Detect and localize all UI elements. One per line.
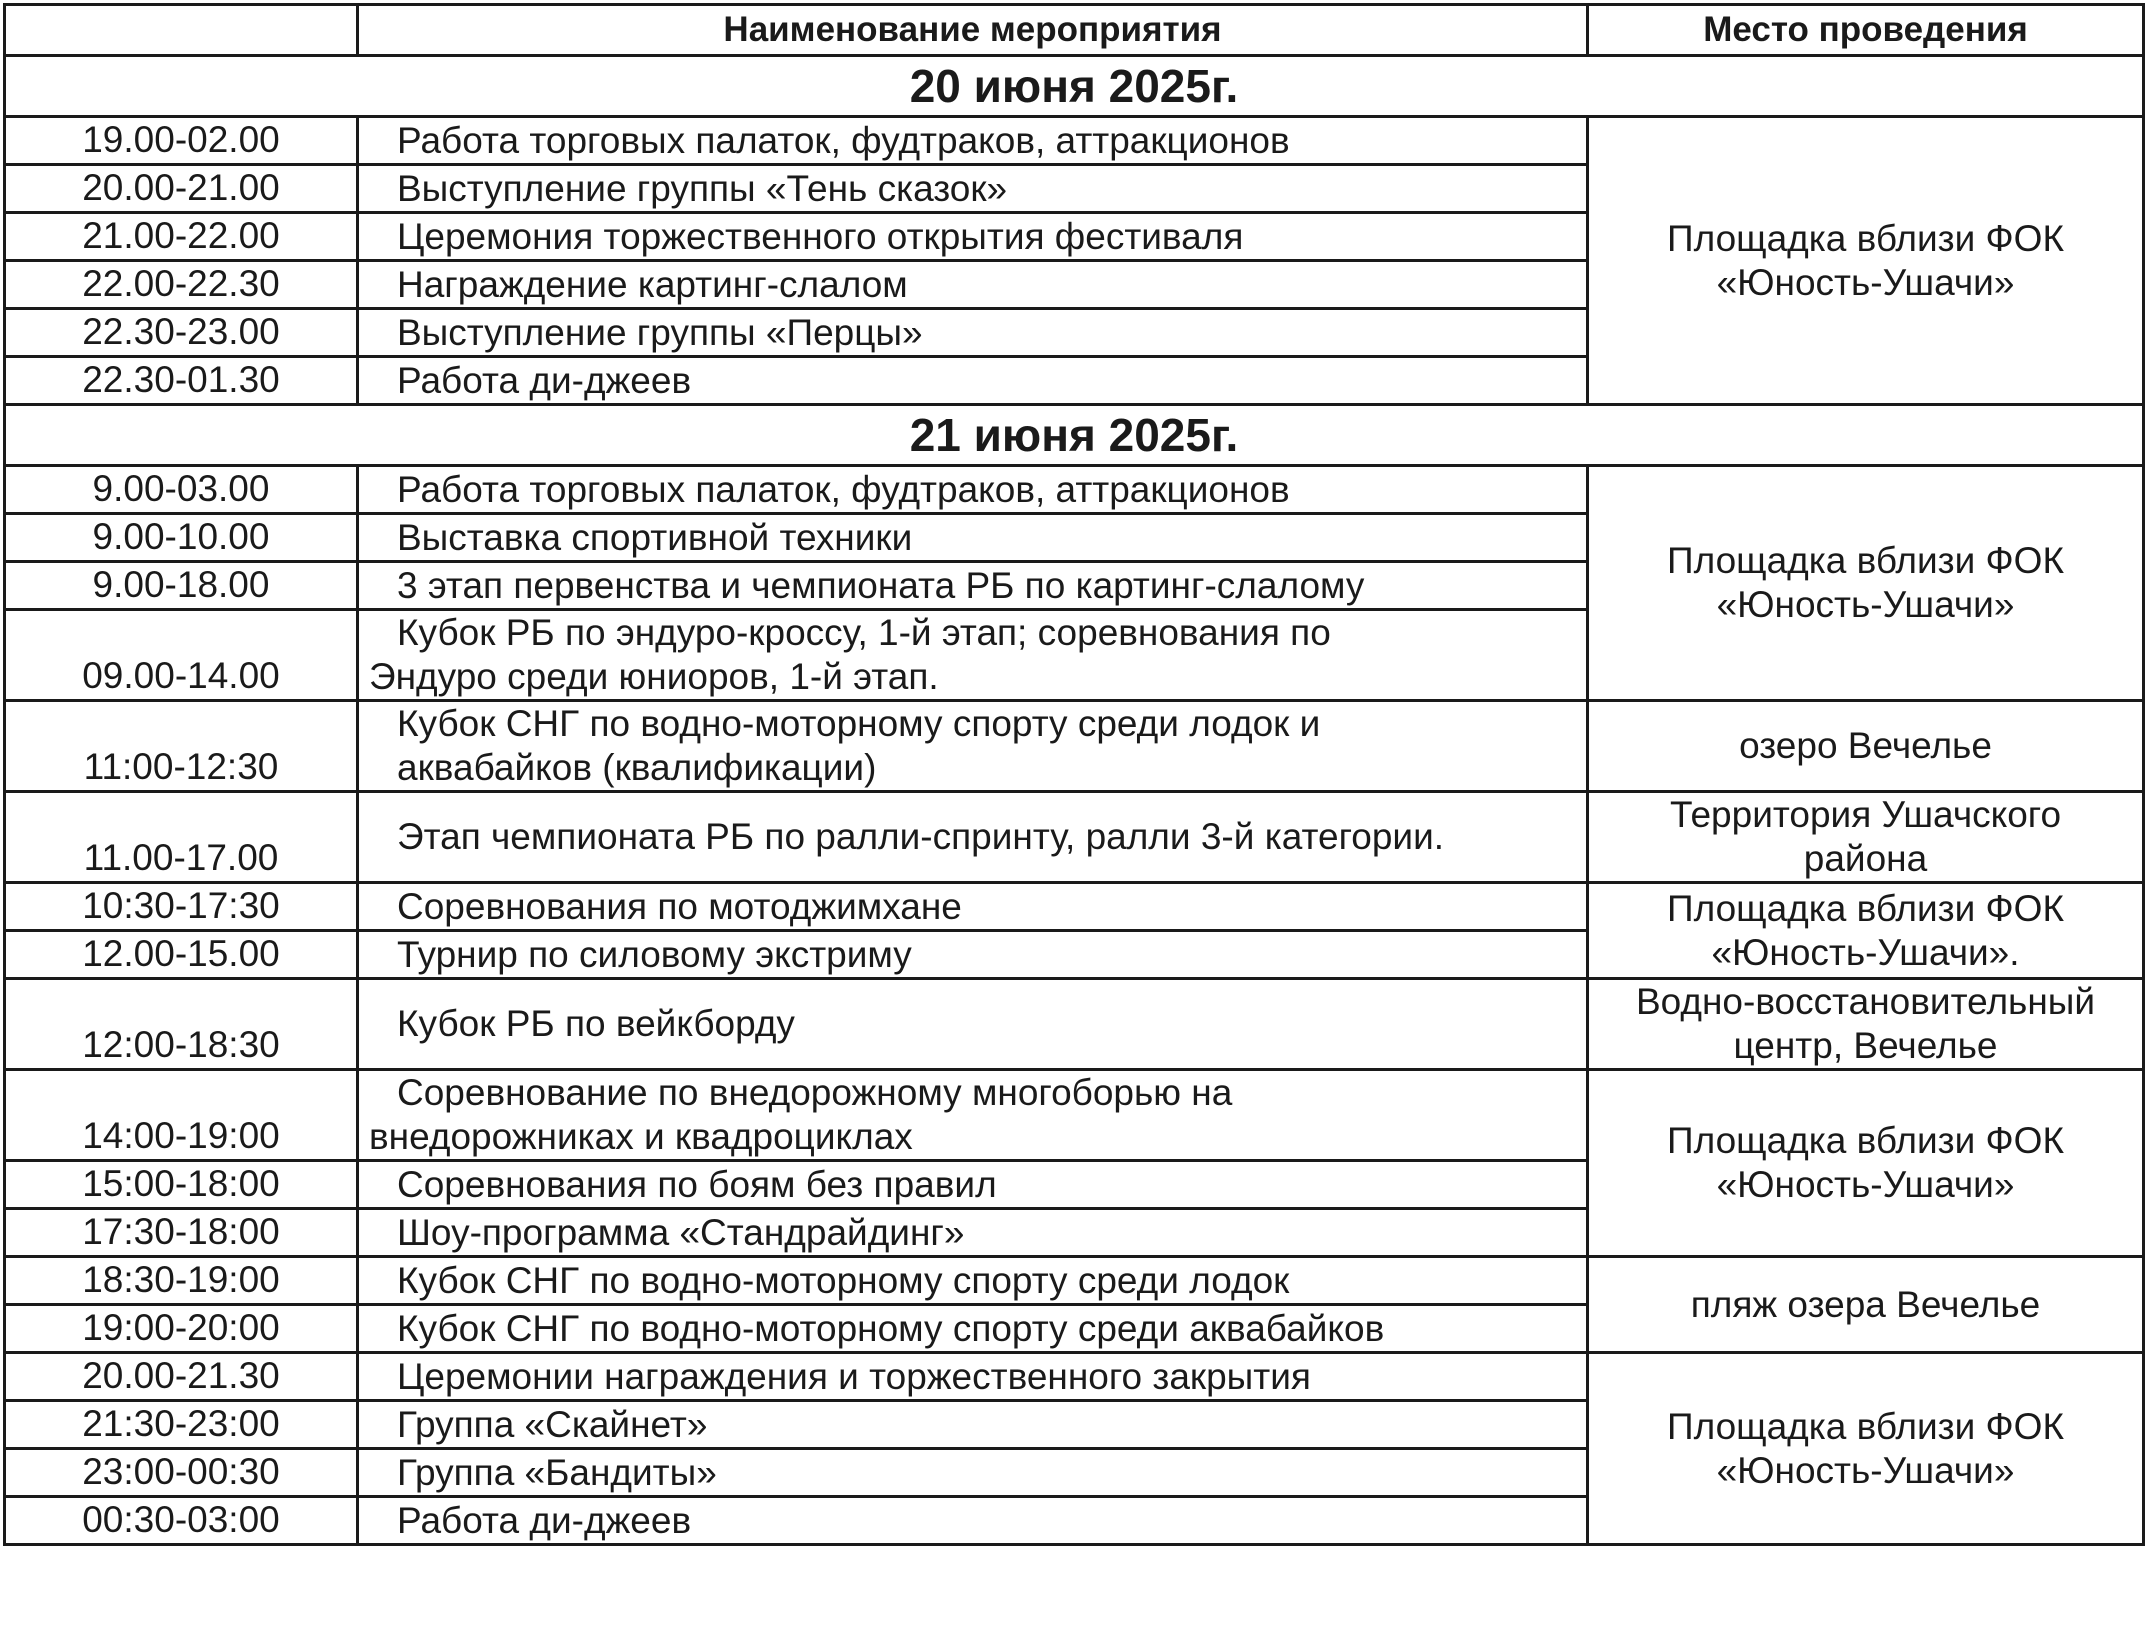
header-time [5, 5, 358, 56]
event-text-line [369, 611, 1580, 655]
event-cell [358, 117, 1588, 165]
table-row [5, 792, 2144, 883]
venue-line: Площадка вблизи ФОК [1666, 1120, 2065, 1161]
event-cell [358, 1305, 1588, 1353]
day-title: 20 июня 2025г. [5, 56, 2144, 117]
event-cell [358, 931, 1588, 979]
time-cell: 22.30-23.00 [5, 309, 358, 357]
event-text: Церемония торжественного открытия фестиваля [397, 216, 1244, 257]
event-text: Кубок СНГ по водно-моторному спорту среди аквабайков [397, 1308, 1385, 1349]
event-text: Выставка спортивной техники [397, 517, 913, 558]
event-text: аквабайков (квалификации) [397, 747, 877, 788]
event-text: Этап чемпионата РБ по ралли-спринту, ралли 3-й категории. [397, 816, 1445, 857]
table-row [5, 117, 2144, 165]
event-text: Турнир по силовому экстриму [397, 934, 912, 975]
event-cell [358, 1257, 1588, 1305]
event-cell [358, 213, 1588, 261]
venue-line: «Юность-Ушачи» [1716, 1449, 2015, 1491]
time-cell: 12:00-18:30 [5, 979, 358, 1070]
event-cell [358, 1209, 1588, 1257]
event-cell [358, 357, 1588, 405]
event-text: Работа торговых палаток, фудтраков, аттракционов [397, 469, 1290, 510]
table-row [5, 1070, 2144, 1161]
table-row [5, 1257, 2144, 1305]
event-cell [358, 1401, 1588, 1449]
venue-cell [1588, 466, 2144, 701]
event-cell [358, 1497, 1588, 1545]
venue-line: озеро Вечелье [1739, 725, 1992, 766]
event-cell [358, 1070, 1588, 1161]
time-cell: 19:00-20:00 [5, 1305, 358, 1353]
time-cell: 19.00-02.00 [5, 117, 358, 165]
table-row [5, 883, 2144, 931]
time-cell: 23:00-00:30 [5, 1449, 358, 1497]
time-cell: 22.00-22.30 [5, 261, 358, 309]
schedule-table [3, 3, 2145, 1546]
event-text: Выступление группы «Перцы» [397, 312, 923, 353]
time-cell: 12.00-15.00 [5, 931, 358, 979]
event-text: Работа торговых палаток, фудтраков, аттракционов [397, 120, 1290, 161]
event-text: Церемонии награждения и торжественного закрытия [397, 1356, 1311, 1397]
time-cell: 11.00-17.00 [5, 792, 358, 883]
event-text: 3 этап первенства и чемпионата РБ по картинг-слалому [397, 565, 1365, 606]
time-cell: 11:00-12:30 [5, 701, 358, 792]
event-cell [358, 1449, 1588, 1497]
time-cell: 20.00-21.30 [5, 1353, 358, 1401]
event-text: Группа «Бандиты» [397, 1452, 717, 1493]
time-cell: 17:30-18:00 [5, 1209, 358, 1257]
venue-line: Водно-восстановительный [1635, 981, 2096, 1022]
venue-line: пляж озера Вечелье [1690, 1283, 2041, 1325]
time-cell: 14:00-19:00 [5, 1070, 358, 1161]
table-row [5, 1353, 2144, 1401]
venue-line: Территория Ушачского [1669, 794, 2062, 835]
time-cell: 9.00-10.00 [5, 514, 358, 562]
event-cell [358, 309, 1588, 357]
event-text-line: Эндуро среди юниоров, 1-й этап. [369, 656, 939, 697]
time-cell: 22.30-01.30 [5, 357, 358, 405]
venue-line: «Юность-Ушачи» [1716, 584, 2015, 625]
table-row [5, 979, 2144, 1070]
time-cell: 15:00-18:00 [5, 1161, 358, 1209]
venue-cell [1588, 1353, 2144, 1545]
event-text: Шоу-программа «Стандрайдинг» [397, 1212, 965, 1253]
venue-line: Площадка вблизи ФОК [1666, 217, 2065, 259]
venue-cell [1588, 1257, 2144, 1353]
day-heading-row [5, 56, 2144, 117]
event-cell [358, 514, 1588, 562]
time-cell: 21.00-22.00 [5, 213, 358, 261]
time-cell: 20.00-21.00 [5, 165, 358, 213]
event-cell [358, 792, 1588, 883]
time-cell: 18:30-19:00 [5, 1257, 358, 1305]
venue-line: Площадка вблизи ФОК [1666, 540, 2065, 581]
table-row [5, 701, 2144, 792]
venue-cell [1588, 701, 2144, 792]
table-header-row [5, 5, 2144, 56]
header-venue: Место проведения [1588, 5, 2144, 56]
time-cell: 09.00-14.00 [5, 610, 358, 701]
event-text-line [369, 1071, 1580, 1115]
venue-line: Площадка вблизи ФОК [1666, 1405, 2065, 1447]
event-text: Кубок РБ по вейкборду [397, 1003, 795, 1044]
venue-cell [1588, 979, 2144, 1070]
venue-line: «Юность-Ушачи». [1711, 931, 2020, 973]
table-row [5, 466, 2144, 514]
event-text: Работа ди-джеев [397, 360, 692, 401]
venue-line: Площадка вблизи ФОК [1666, 887, 2065, 929]
event-cell [358, 165, 1588, 213]
event-text: Соревнования по боям без правил [397, 1164, 997, 1205]
venue-line: центр, Вечелье [1733, 1025, 1998, 1066]
venue-cell [1588, 792, 2144, 883]
event-text: Соревнование по внедорожному многоборью на [397, 1072, 1233, 1113]
event-cell [358, 562, 1588, 610]
event-cell [358, 979, 1588, 1070]
venue-cell [1588, 117, 2144, 405]
event-text: Кубок РБ по эндуро-кроссу, 1-й этап; соревнования по [397, 612, 1331, 653]
time-cell: 9.00-03.00 [5, 466, 358, 514]
event-text: Кубок СНГ по водно-моторному спорту среди лодок [397, 1260, 1290, 1301]
event-text-line: внедорожниках и квадроциклах [369, 1116, 913, 1157]
event-text: Награждение картинг-слалом [397, 264, 908, 305]
venue-line: района [1803, 838, 1928, 879]
venue-line: «Юность-Ушачи» [1716, 1164, 2015, 1205]
event-text-line [369, 702, 1580, 746]
event-cell [358, 883, 1588, 931]
event-cell [358, 701, 1588, 792]
event-cell [358, 1353, 1588, 1401]
header-event: Наименование мероприятия [358, 5, 1588, 56]
time-cell: 10:30-17:30 [5, 883, 358, 931]
event-cell [358, 466, 1588, 514]
event-text: Кубок СНГ по водно-моторному спорту среди лодок и [397, 703, 1321, 744]
event-text: Выступление группы «Тень сказок» [397, 168, 1008, 209]
event-text: Группа «Скайнет» [397, 1404, 708, 1445]
day-heading-row [5, 405, 2144, 466]
venue-cell [1588, 1070, 2144, 1257]
time-cell: 00:30-03:00 [5, 1497, 358, 1545]
event-text-line [369, 746, 1580, 790]
time-cell: 9.00-18.00 [5, 562, 358, 610]
venue-line: «Юность-Ушачи» [1716, 261, 2015, 303]
event-text: Работа ди-джеев [397, 1500, 692, 1541]
time-cell: 21:30-23:00 [5, 1401, 358, 1449]
day-title: 21 июня 2025г. [5, 405, 2144, 466]
event-cell [358, 610, 1588, 701]
venue-cell [1588, 883, 2144, 979]
event-cell [358, 261, 1588, 309]
event-text: Соревнования по мотоджимхане [397, 886, 962, 927]
event-cell [358, 1161, 1588, 1209]
